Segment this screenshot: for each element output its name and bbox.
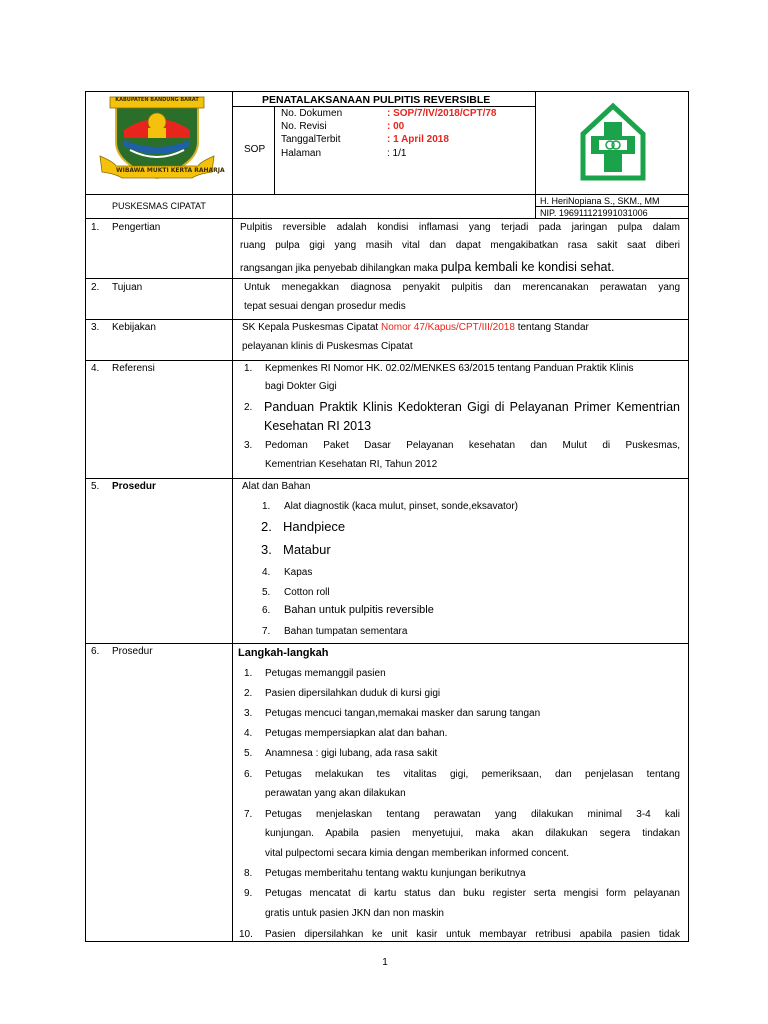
- pengertian-text: [240, 260, 614, 275]
- meta-value-tanggal: : 1 April 2018: [387, 134, 449, 145]
- list-number: 4.: [244, 728, 253, 739]
- puskesmas-logo: [577, 98, 649, 184]
- regency-emblem: [96, 94, 225, 186]
- alat-item: Bahan tumpatan sementara: [284, 626, 408, 637]
- list-number: 3.: [261, 542, 272, 557]
- page-number: 1: [382, 957, 388, 968]
- list-number: 2.: [244, 688, 253, 699]
- referensi-item: Kepmenkes RI Nomor HK. 02.02/MENKES 63/2015 tentang Panduan Praktik Klinis: [265, 363, 634, 374]
- emblem-banner-bottom: WIBAWA MUKTI KERTA RAHARJA: [116, 167, 225, 174]
- pengertian-text: ruang pulpa gigi yang masih vital dan dapat mengakibatkan rasa sakit saat diberi: [240, 240, 680, 251]
- langkah-item: Petugas mencatat di kartu status dan buku register serta mengisi form pelayanan: [265, 888, 680, 899]
- row-number: 1.: [91, 222, 100, 233]
- langkah-item: perawatan yang akan dilakukan: [265, 788, 406, 799]
- referensi-item: Pedoman Paket Dasar Pelayanan kesehatan dan Mulut di Puskesmas,: [265, 440, 680, 451]
- langkah-item: Petugas melakukan tes vitalitas gigi, pemeriksaan, dan penjelasan tentang: [265, 769, 680, 780]
- langkah-item: vital pulpectomi secara kimia dengan memberikan informed concent.: [265, 848, 570, 859]
- meta-value-dokumen: : SOP/7/IV/2018/CPT/78: [387, 108, 497, 119]
- kebijakan-text: [242, 322, 589, 334]
- rule: [232, 91, 233, 219]
- row-number: 3.: [91, 322, 100, 333]
- langkah-item: Pasien dipersilahkan ke unit kasir untuk membayar retribusi apabila pasien tidak: [265, 929, 680, 940]
- rule: [85, 360, 689, 361]
- list-number: 5.: [244, 748, 253, 759]
- list-number: 2.: [261, 519, 272, 534]
- row-label: Tujuan: [112, 282, 143, 293]
- rule: [274, 106, 275, 194]
- signatory-name: H. HeriNopiana S., SKM., MM: [540, 196, 660, 206]
- alat-item: Cotton roll: [284, 587, 330, 598]
- row-label: Prosedur: [112, 481, 156, 492]
- langkah-item: Anamnesa : gigi lubang, ada rasa sakit: [265, 748, 438, 759]
- pengertian-text-part: pulpa kembali ke kondisi sehat.: [440, 260, 615, 274]
- list-number: 1.: [244, 363, 253, 374]
- rule: [85, 278, 689, 279]
- referensi-item: Kementrian Kesehatan RI, Tahun 2012: [265, 459, 438, 470]
- langkah-item: Petugas memberitahu tentang waktu kunjungan berikutnya: [265, 868, 526, 879]
- alat-item: Bahan untuk pulpitis reversible: [284, 604, 434, 616]
- meta-value-halaman: : 1/1: [387, 148, 407, 159]
- list-number: 8.: [244, 868, 253, 879]
- list-number: 3.: [244, 440, 253, 451]
- alat-item: Matabur: [283, 542, 331, 557]
- rule: [85, 194, 689, 195]
- list-number: 1.: [244, 668, 253, 679]
- list-number: 5.: [262, 587, 271, 598]
- list-number: 3.: [244, 708, 253, 719]
- list-number: 9.: [244, 888, 253, 899]
- langkah-item: Petugas mempersiapkan alat dan bahan.: [265, 728, 448, 739]
- rule: [85, 643, 689, 644]
- sop-label: SOP: [244, 144, 266, 155]
- meta-label-dokumen: No. Dokumen: [281, 108, 343, 119]
- rule: [85, 478, 689, 479]
- meta-label-revisi: No. Revisi: [281, 121, 327, 132]
- row-label: Referensi: [112, 363, 155, 374]
- list-number: 4.: [262, 567, 271, 578]
- langkah-item: Pasien dipersilahkan duduk di kursi gigi: [265, 688, 441, 699]
- signatory-nip: NIP. 196911121991031006: [540, 208, 648, 218]
- kebijakan-text-part: tentang Standar: [514, 322, 589, 333]
- langkah-item: gratis untuk pasien JKN dan non maskin: [265, 908, 444, 919]
- rule: [85, 319, 689, 320]
- rule: [232, 219, 233, 942]
- pengertian-text-part: rangsangan jika penyebab dihilangkan maka: [240, 263, 441, 274]
- puskesmas-cross-logo-icon: [577, 98, 649, 184]
- emblem-banner-top: KABUPATEN BANDUNG BARAT: [115, 97, 199, 103]
- row-label: Pengertian: [112, 222, 161, 233]
- alat-item: Handpiece: [283, 519, 346, 534]
- referensi-item: Panduan Praktik Klinis Kedokteran Gigi di Pelayanan Primer Kementrian: [264, 400, 680, 414]
- kebijakan-text-part: SK Kepala Puskesmas Cipatat: [242, 322, 381, 333]
- meta-value-revisi: : 00: [387, 121, 405, 132]
- document-title: PENATALAKSANAAN PULPITIS REVERSIBLE: [262, 94, 491, 106]
- list-number: 2.: [244, 402, 253, 413]
- alat-heading: Alat dan Bahan: [242, 481, 311, 492]
- list-number: 6.: [262, 605, 271, 616]
- row-number: 2.: [91, 282, 100, 293]
- langkah-item: Petugas mencuci tangan,memakai masker dan sarung tangan: [265, 708, 541, 719]
- list-number: 7.: [244, 809, 253, 820]
- rule: [535, 91, 536, 219]
- list-number: 7.: [262, 626, 271, 637]
- kebijakan-reference-number: Nomor 47/Kapus/CPT/III/2018: [380, 322, 515, 333]
- list-number: 6.: [244, 769, 253, 780]
- tujuan-text: Untuk menegakkan diagnosa penyakit pulpitis dan merencanakan perawatan yang: [244, 282, 680, 293]
- tujuan-text: tepat sesuai dengan prosedur medis: [244, 301, 406, 312]
- referensi-item: Kesehatan RI 2013: [264, 419, 372, 433]
- alat-item: Kapas: [284, 567, 313, 578]
- row-label: Prosedur: [112, 646, 153, 657]
- meta-label-halaman: Halaman: [281, 148, 322, 159]
- row-number: 5.: [91, 481, 100, 492]
- row-label: Kebijakan: [112, 322, 156, 333]
- pengertian-text: Pulpitis reversible adalah kondisi inflamasi yang terjadi pada jaringan pulpa dalam: [240, 222, 680, 233]
- org-name: PUSKESMAS CIPATAT: [112, 201, 206, 211]
- referensi-item: bagi Dokter Gigi: [265, 381, 337, 392]
- langkah-item: Petugas menjelaskan tentang perawatan yang dilakukan minimal 3-4 kali: [265, 809, 680, 820]
- langkah-item: kunjungan. Apabila pasien menyetujui, maka akan dilakukan segera tindakan: [265, 828, 680, 839]
- kebijakan-text: pelayanan klinis di Puskesmas Cipatat: [242, 341, 413, 352]
- alat-item: Alat diagnostik (kaca mulut, pinset, sonde,eksavator): [284, 501, 519, 512]
- row-number: 4.: [91, 363, 100, 374]
- row-number: 6.: [91, 646, 100, 657]
- langkah-heading: Langkah-langkah: [238, 647, 329, 659]
- list-number: 1.: [262, 501, 271, 512]
- meta-label-tanggal: TanggalTerbit: [281, 134, 341, 145]
- langkah-item: Petugas memanggil pasien: [265, 668, 386, 679]
- list-number: 10.: [239, 929, 253, 940]
